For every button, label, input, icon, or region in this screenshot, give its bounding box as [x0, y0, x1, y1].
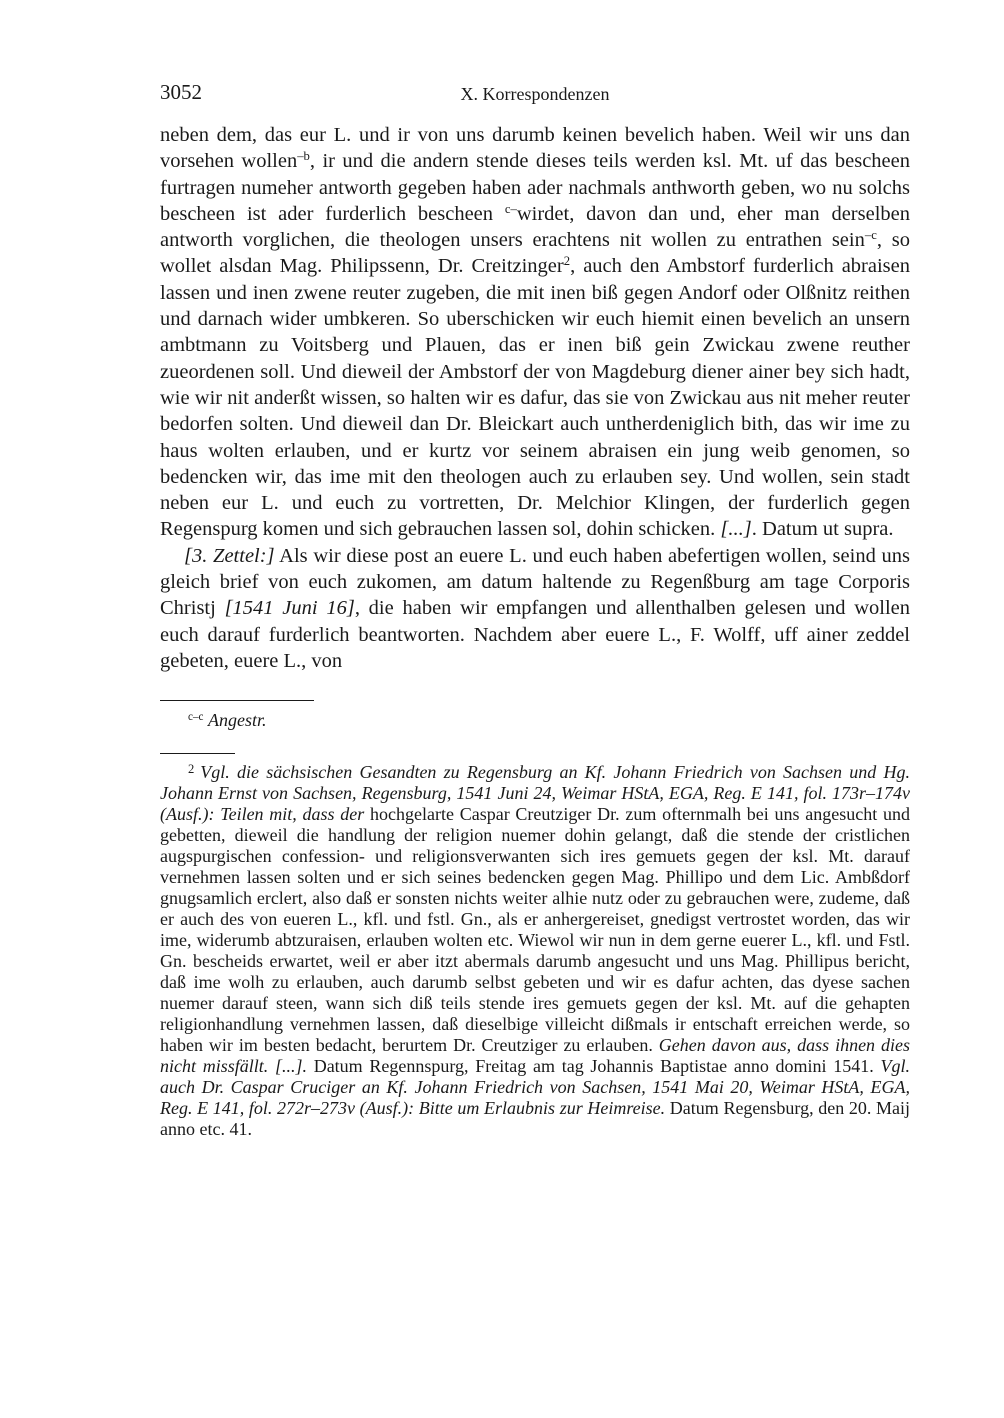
editorial-label: [3. Zettel:]: [184, 544, 275, 567]
footnote-reference[interactable]: 2: [563, 254, 571, 269]
main-text: [160, 122, 910, 674]
editorial-date: [1541 Juni 16]: [224, 597, 355, 620]
text-run: neben dem, das eur L. und ir von uns darumb keinen bevelich haben. Weil wir uns dan vorsehen wollen: [160, 124, 910, 173]
footnote-2: [160, 762, 910, 1140]
text-run: , die haben wir empfangen und allenthalben gelesen und wollen euch darauf furderlich beantworten. Nachdem aber euere L., F. Wolff, uff ainer zeddel gebeten, euere L., von: [160, 597, 910, 672]
page-header: [160, 76, 910, 106]
paragraph-1: [160, 122, 910, 543]
footnote-divider: [160, 753, 235, 754]
text-run: wirdet, davon dan und, eher man derselben antworth vorglichen, die theologen unsers erachtens nit wollen zu entrathen sein: [160, 202, 910, 252]
text-run: , auch den Ambstorf furderlich abraisen lassen und inen zwene reuter zugeben, die mit inen biß gegen Andorf oder Olßnitz reithen und darnach wider umbkeren. So uberschicken wir euch hiemit einen bevelich an unsern ambtmann zu Voitsberg und Plauen, das er inen biß gein Zwickau zwene reuther zueordenen soll. Und dieweil der Ambstorf der von Magdeburg diener ainer bey sich hadt, wie wir nit anderßt wissen, so halten wir es dafur, das sie von Zwickau aus nit meher reuter bedorfen solten. Und dieweil dan Dr. Bleickart auch untherdeniglich bith, das wir ime zu haus wolten erlauben, und er kurtz vor seinem abraisen ein jung weib genomen, so bedencken wir, das ime mit den theologen auch zu erlauben sey. Und wollen, sein stadt neben eur L. und euch zu vortretten, Dr. Melchior Klingen, der furderlich gegen Regenspurg komen und sich gebrauchen lassen sol, dohin schicken.: [160, 255, 910, 541]
variant-note-text: Angestr.: [207, 710, 267, 731]
running-head: X. Korrespondenzen: [460, 84, 610, 104]
footnote-number: 2: [188, 761, 195, 776]
footnote-text: Datum Regensburg, den 20. Maij anno etc. 41.: [160, 1098, 910, 1140]
omission-mark: [...]: [720, 518, 752, 541]
text-run: . Datum ut supra.: [751, 518, 894, 541]
text-run: Als wir diese post an euere L. und euch haben abefertigen wollen, seind uns gleich brief von euch zukomen, am datum haltende zu Regenßburg am tage Corporis Christj: [160, 544, 911, 620]
apparatus-divider: [160, 700, 314, 701]
footnote-text: Vgl. auch Dr. Caspar Cruciger an Kf. Johann Friedrich von Sachsen, 1541 Mai 20, Weimar HStA, EGA, Reg. E 141, fol. 272r–273v (Ausf.): Bitte um Erlaubnis zur Heimreise.: [160, 1056, 911, 1119]
text-run: , so wollet alsdan Mag. Philipssenn, Dr. Creitzinger: [160, 229, 910, 278]
footnote-text: hochgelarte Caspar Creutziger Dr. zum ofternmalh bei uns angesucht und gebetten, dieweil die handlung der religion nuemer dohin gelangt, daß die stende der cristlichen augspurgischen confession- und religionsverwanten sich ires gemuets gegen der ksl. Mt. darauf vernehmen lassen solten und er sich seines bedencken gegen Mag. Phillipo und dem Lic. Ambßdorf gnugsamlich erclert, also daß er sonsten nichts weiter alhie nutz oder zu gebrauchen were, zudeme, daß er auch des von eueren L., kfl. und fstl. Gn., als er anhergereiset, gnedigst vertrostet worden, das wir ime, widerumb abtzuraisen, erlauben wolten etc. Wiewol wir nun in dem gerne euerer L., kfl. und Fstl. Gn. bescheids erwartet, weil er aber itzt abermals darumb angesucht und uns Mag. Phillipus bericht, daß ime wolh zu erlauben, auch darumb selbst gebeten und wir es dafur achten, das dyese sachen nuemer darauf steen, wann sich diß teils stende ires gemuets gegen der ksl. Mt. auf die gehapten religionhandlung vernehmen lassen, daß dieselbige villeicht dißmals ir entschaft erreichen werde, so haben wir im besten bedacht, berurtem Dr. Creutziger zu erlauben.: [160, 804, 910, 1056]
variant-marker: –c: [864, 228, 877, 243]
document-page: [160, 76, 910, 1140]
footnote-text: Vgl. die sächsischen Gesandten zu Regensburg an Kf. Johann Friedrich von Sachsen und Hg. Johann Ernst von Sachsen, Regensburg, 1541 Juni 24, Weimar HStA, EGA, Reg. E 141, fol. 173r–174v (Ausf.): Teilen mit, dass der: [160, 762, 910, 825]
variant-note-marker: c–c: [188, 711, 204, 724]
text-run: , ir und die andern stende dieses teils werden ksl. Mt. uf das bescheen furtragen numeher antworth gegeben haben ader nachmals anthworth geben, wo nu solchs bescheen ist ader furderlich bescheen: [160, 150, 910, 225]
footnote-text: Gehen davon aus, dass ihnen dies nicht missfällt. [...].: [160, 1035, 911, 1077]
footnote-text: Datum Regennspurg, Freitag am tag Johannis Baptistae anno domini 1541.: [306, 1056, 881, 1077]
variant-marker: –b: [297, 149, 310, 164]
variant-marker: c–: [504, 201, 517, 216]
paragraph-2: [160, 543, 910, 674]
variant-note: [160, 709, 910, 731]
page-number: 3052: [160, 80, 202, 104]
